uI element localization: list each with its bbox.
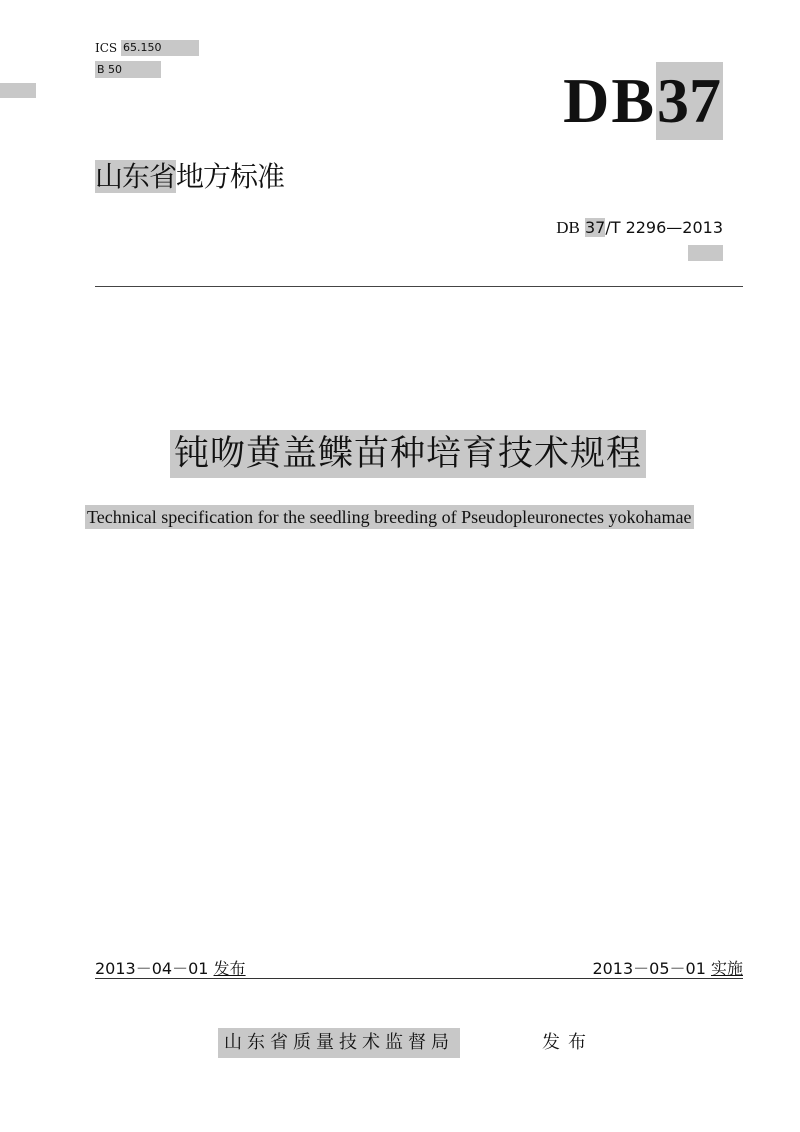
ics-code: 65.150 xyxy=(121,40,199,56)
filing-number-placeholder xyxy=(0,83,36,98)
implementation-date-label: 实施 xyxy=(710,959,743,978)
category-type: 地方标准 xyxy=(176,160,285,193)
implementation-date: 2013－05－01 xyxy=(592,959,706,978)
db-logo-prefix: DB xyxy=(563,65,656,136)
title-english: Technical specification for the seedling breeding of Pseudopleuronectes yokohamae xyxy=(87,507,692,527)
db-logo-code: 37 xyxy=(656,62,723,140)
standard-number-code: 37 xyxy=(584,218,606,237)
issue-date: 2013－04－01 xyxy=(95,959,209,978)
standard-category xyxy=(95,158,284,196)
issuing-action: 发布 xyxy=(542,1032,594,1053)
bottom-divider xyxy=(95,978,743,979)
standard-number-suffix: /T 2296—2013 xyxy=(605,218,723,237)
title-chinese: 钝吻黄盖鲽苗种培育技术规程 xyxy=(170,430,646,478)
classification-code: B 50 xyxy=(95,61,161,78)
ics-label: ICS xyxy=(95,41,118,55)
standard-number xyxy=(556,217,723,239)
issue-date-line xyxy=(95,958,246,980)
implementation-date-line xyxy=(592,958,743,980)
top-divider xyxy=(95,286,743,287)
ics-line xyxy=(95,40,199,56)
standard-number-prefix: DB xyxy=(556,218,580,237)
db-logo xyxy=(563,62,723,140)
issue-date-label: 发布 xyxy=(213,959,246,978)
issuing-authority: 山东省质量技术监督局 xyxy=(218,1028,460,1058)
replaced-standard-placeholder xyxy=(688,245,723,261)
category-province: 山东省 xyxy=(95,160,177,193)
